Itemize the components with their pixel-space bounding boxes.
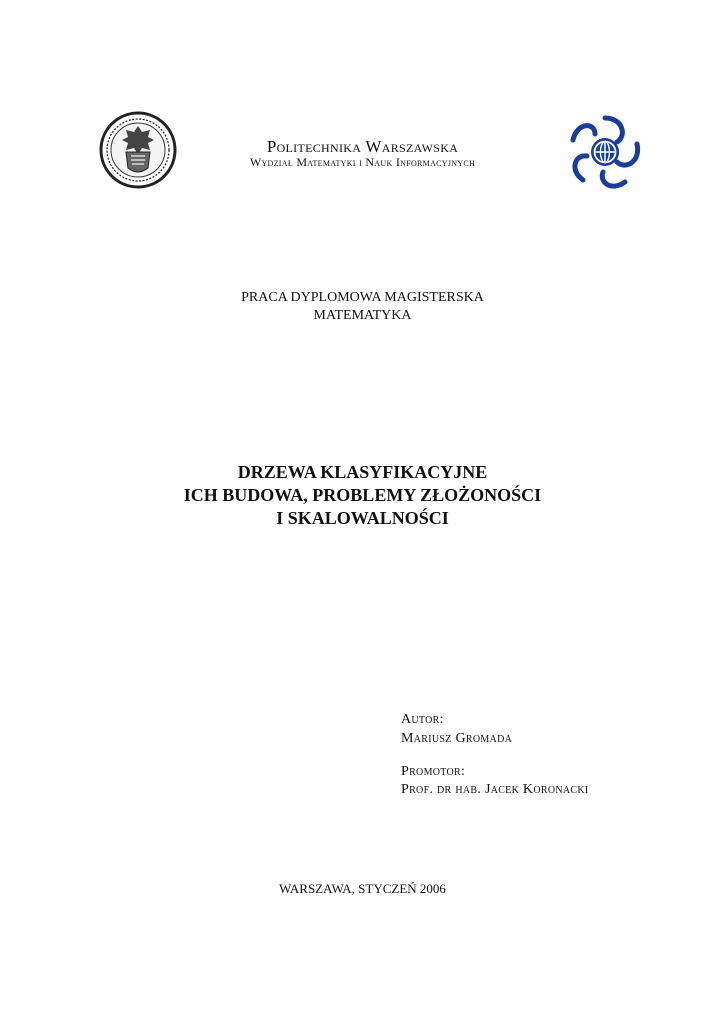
- thesis-title-line-3: I SKALOWALNOŚCI: [276, 508, 449, 528]
- author-label: Autor:: [401, 712, 444, 727]
- university-name: Politechnika Warszawska: [266, 137, 459, 156]
- thesis-title-line-2: ICH BUDOWA, PROBLEMY ZŁOŻONOŚCI: [183, 485, 542, 505]
- place-date: WARSZAWA, STYCZEŃ 2006: [279, 881, 446, 896]
- thesis-title-line-1: DRZEWA KLASYFIKACYJNE: [237, 462, 488, 482]
- thesis-type: PRACA DYPLOMOWA MAGISTERSKA: [241, 290, 484, 305]
- author-name: Mariusz Gromada: [401, 731, 513, 746]
- thesis-field: MATEMATYKA: [313, 308, 412, 323]
- promotor-label: Promotor:: [401, 764, 466, 779]
- promotor-name: Prof. dr hab. Jacek Koronacki: [401, 782, 589, 797]
- faculty-name: Wydział Matematyki i Nauk Informacyjnych: [249, 155, 476, 169]
